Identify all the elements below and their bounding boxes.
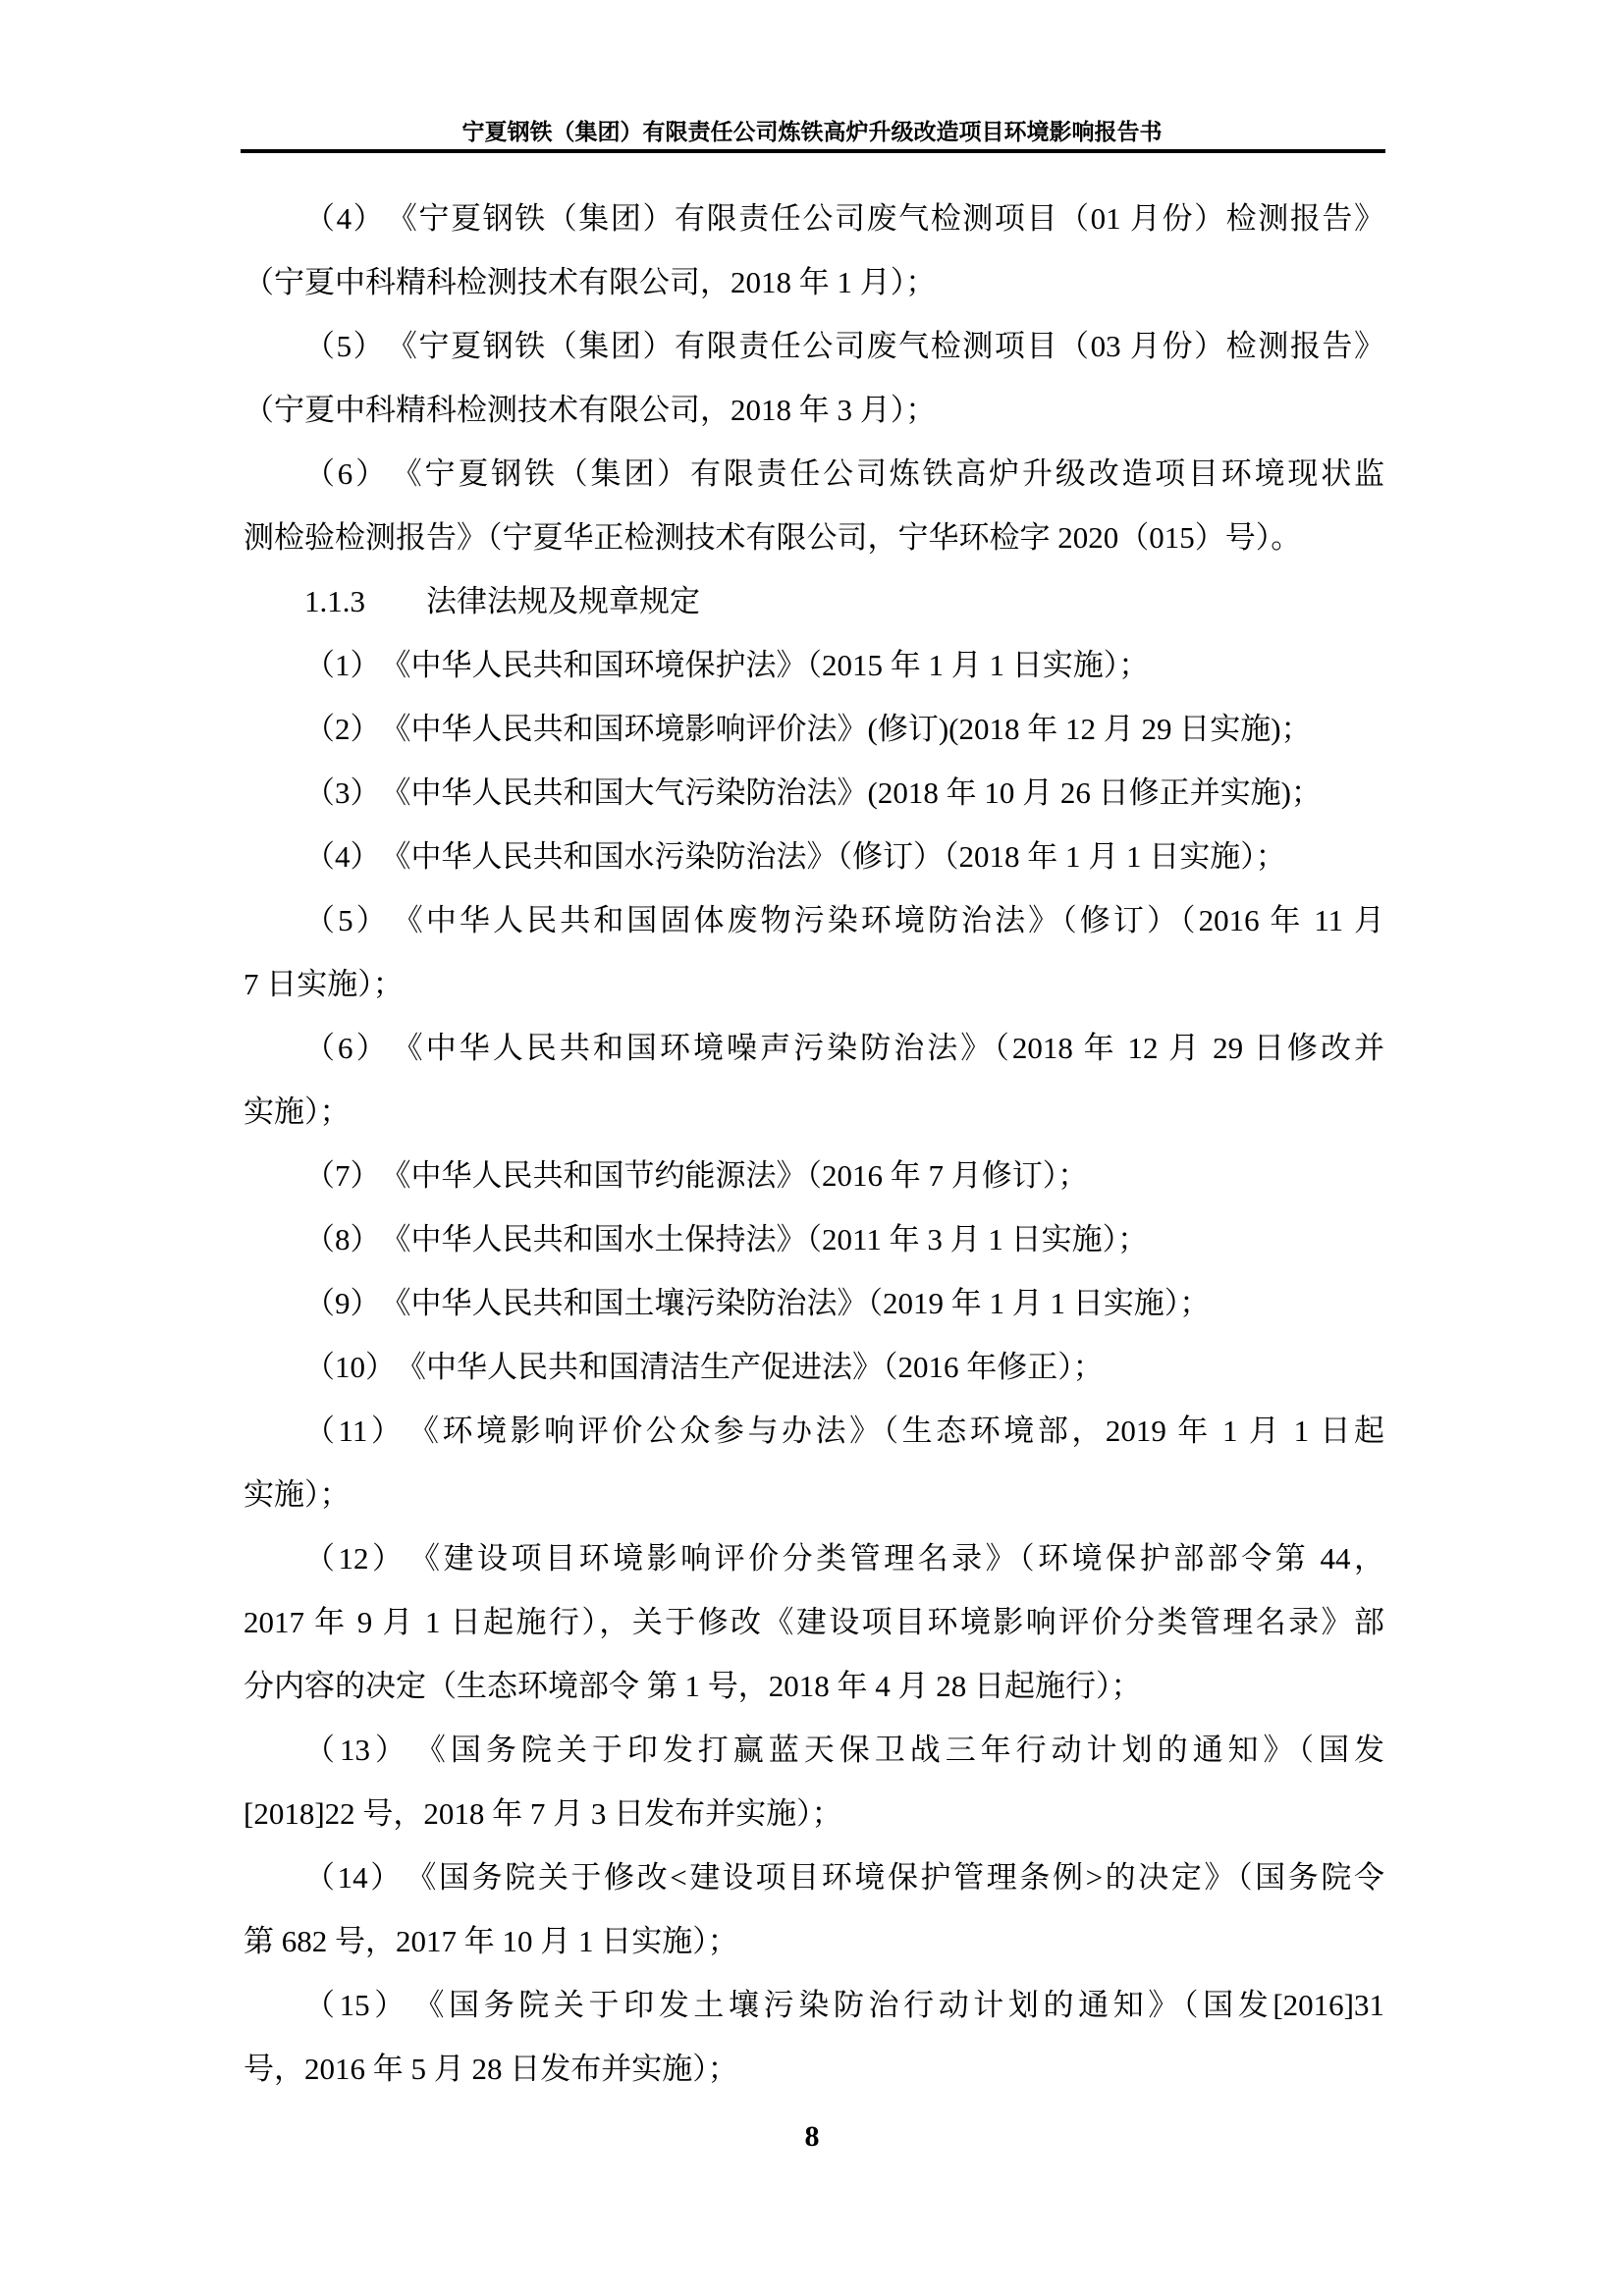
document-body <box>244 187 1384 2101</box>
text-line-6: 测检验检测报告》（宁夏华正检测技术有限公司，宁华环检字 2020（015）号）。 <box>244 520 1302 555</box>
page-number: 8 <box>804 2120 820 2153</box>
text-line-13: 7 日实施）； <box>244 967 404 1001</box>
text-line-16: （7） 《中华人民共和国节约能源法》（2016 年 7 月修订）； <box>304 1158 1089 1193</box>
text-line-15: 实施）； <box>244 1095 351 1129</box>
text-line-23: 2017 年 9 月 1 日起施行），关于修改《建设项目环境影响评价分类管理名录》部 <box>244 1605 1384 1639</box>
header-rule <box>241 149 1385 153</box>
text-line-28: 第 682 号，2017 年 10 月 1 日实施）； <box>244 1924 738 1958</box>
text-line-12: （5） 《中华人民共和国固体废物污染环境防治法》（修订）（2016 年 11 月 <box>304 903 1384 937</box>
text-line-2: （宁夏中科精科检测技术有限公司，2018 年 1 月）； <box>244 265 937 299</box>
text-line-3: （5） 《宁夏钢铁（集团）有限责任公司废气检测项目（03 月份）检测报告》 <box>304 329 1384 363</box>
text-line-24: 分内容的决定（生态环境部令 第 1 号，2018 年 4 月 28 日起施行）； <box>244 1669 1142 1703</box>
text-line-5: （6） 《宁夏钢铁（集团）有限责任公司炼铁高炉升级改造项目环境现状监 <box>304 456 1384 491</box>
text-line-10: （3） 《中华人民共和国大气污染防治法》(2018 年 10 月 26 日修正并实施)； <box>304 775 1322 810</box>
section-heading: 1.1.3 法律法规及规章规定 <box>304 584 700 618</box>
text-line-27: （14） 《国务院关于修改<建设项目环境保护管理条例>的决定》（国务院令 <box>304 1860 1384 1895</box>
text-line-26: [2018]22 号，2018 年 7 月 3 日发布并实施）； <box>244 1796 842 1831</box>
text-line-9: （2） 《中华人民共和国环境影响评价法》(修订)(2018 年 12 月 29 日实施)； <box>304 712 1312 746</box>
text-line-14: （6） 《中华人民共和国环境噪声污染防治法》（2018 年 12 月 29 日修改并 <box>304 1031 1384 1065</box>
text-line-20: （11） 《环境影响评价公众参与办法》（生态环境部，2019 年 1 月 1 日起 <box>304 1414 1384 1448</box>
text-line-19: （10） 《中华人民共和国清洁生产促进法》（2016 年修正）； <box>304 1350 1104 1384</box>
text-line-4: （宁夏中科精科检测技术有限公司，2018 年 3 月）； <box>244 393 937 427</box>
text-line-1: （4） 《宁夏钢铁（集团）有限责任公司废气检测项目（01 月份）检测报告》 <box>304 201 1384 236</box>
text-line-18: （9） 《中华人民共和国土壤污染防治法》（2019 年 1 月 1 日实施）； <box>304 1286 1211 1320</box>
text-line-25: （13） 《国务院关于印发打赢蓝天保卫战三年行动计划的通知》（国发 <box>304 1733 1384 1767</box>
text-line-11: （4） 《中华人民共和国水污染防治法》（修订）（2018 年 1 月 1 日实施）； <box>304 839 1286 874</box>
text-line-30: 号，2016 年 5 月 28 日发布并实施）； <box>244 2052 738 2086</box>
page-header-title: 宁夏钢铁（集团）有限责任公司炼铁高炉升级改造项目环境影响报告书 <box>461 120 1163 144</box>
text-line-21: 实施）； <box>244 1477 351 1512</box>
text-line-17: （8） 《中华人民共和国水土保持法》（2011 年 3 月 1 日实施）； <box>304 1222 1149 1256</box>
text-line-29: （15） 《国务院关于印发土壤污染防治行动计划的通知》（国发[2016]31 <box>304 1988 1384 2022</box>
text-line-8: （1） 《中华人民共和国环境保护法》（2015 年 1 月 1 日实施）； <box>304 648 1150 682</box>
text-line-22: （12） 《建设项目环境影响评价分类管理名录》（环境保护部部令第 44， <box>304 1541 1384 1575</box>
